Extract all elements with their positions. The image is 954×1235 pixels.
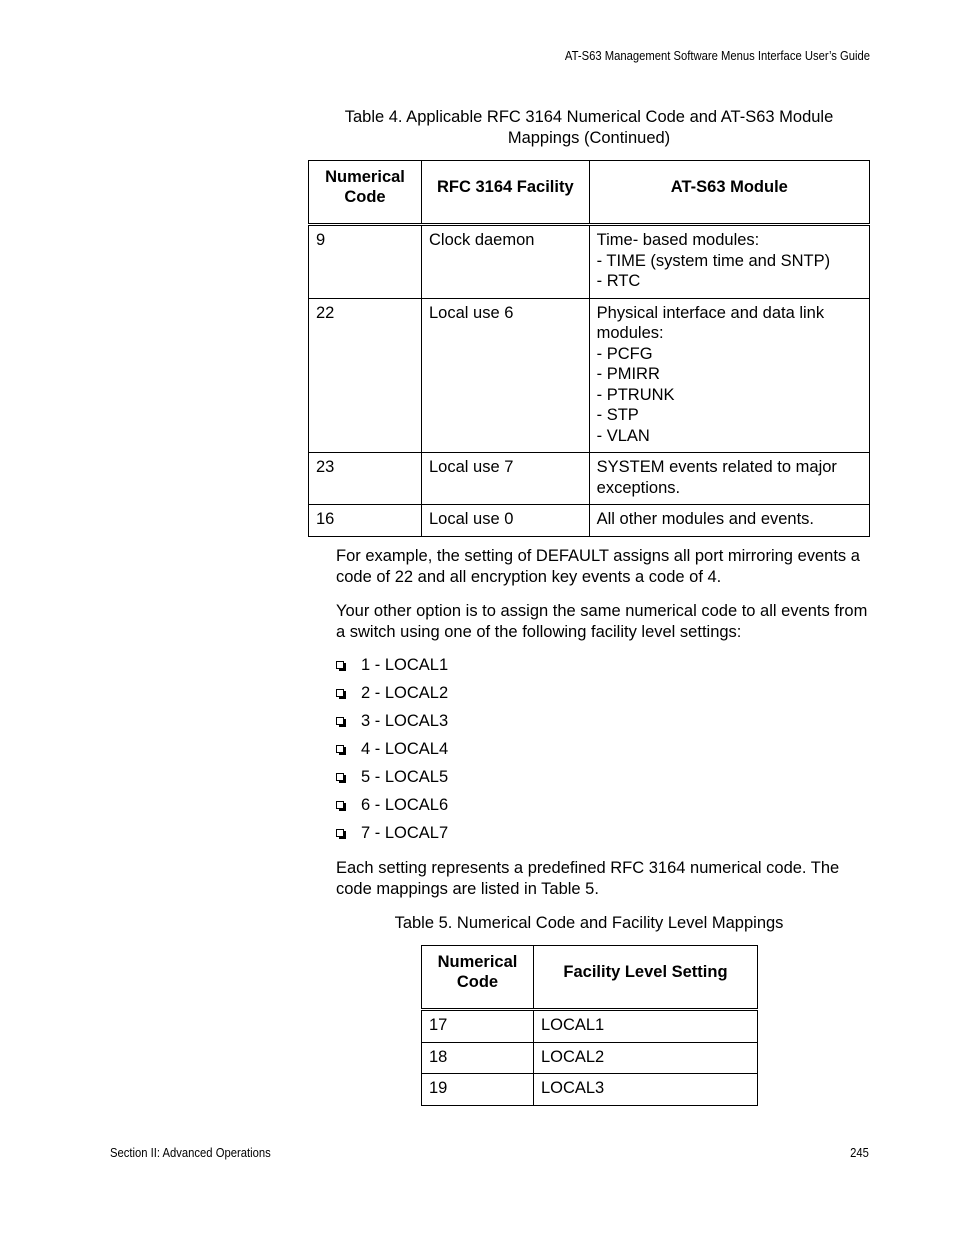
checkbox-bullet-icon bbox=[336, 829, 344, 837]
table4-module-line: - STP bbox=[596, 406, 639, 424]
table4-cell bbox=[421, 505, 589, 537]
table5-cell bbox=[422, 1074, 534, 1106]
table5-header-facility-level: Facility Level Setting bbox=[563, 963, 728, 981]
table5-code: 18 bbox=[429, 1047, 448, 1066]
table5-cell bbox=[422, 1010, 534, 1043]
table4-module-line: Time- based modules: bbox=[596, 231, 760, 249]
paragraph-other-option: Your other option is to assign the same numerical code to all events from a switch using one of the following facility level settings: bbox=[336, 602, 868, 641]
table4-module bbox=[590, 505, 869, 536]
list-item bbox=[336, 711, 448, 739]
list-item-label: 1 - LOCAL1 bbox=[361, 656, 449, 674]
table4-cell bbox=[309, 298, 422, 453]
table4-code: 16 bbox=[316, 510, 335, 528]
facility-level-list bbox=[336, 655, 448, 851]
table4-cell bbox=[421, 298, 589, 453]
table4-header-cell bbox=[589, 161, 869, 225]
table4-cell bbox=[309, 453, 422, 505]
table4-module-line: - PTRUNK bbox=[596, 385, 675, 404]
list-item bbox=[336, 823, 448, 851]
table5-caption: Table 5. Numerical Code and Facility Level Mappings bbox=[394, 914, 784, 932]
checkbox-bullet-icon bbox=[336, 801, 344, 809]
table4-header-cell bbox=[309, 161, 422, 225]
running-header: AT-S63 Management Software Menus Interface User’s Guide bbox=[564, 49, 870, 63]
table5-row bbox=[422, 1074, 758, 1106]
table4-module-line: - PMIRR bbox=[596, 365, 660, 383]
table5-cell bbox=[533, 1074, 757, 1106]
table5-cell bbox=[533, 1042, 757, 1074]
table4-header-facility: RFC 3164 Facility bbox=[436, 178, 574, 196]
table4-code: 23 bbox=[316, 458, 335, 476]
paragraph-each-setting: Each setting represents a predefined RFC 3164 numerical code. The code mappings are listed in Table 5. bbox=[336, 859, 840, 898]
table4-header-module: AT-S63 Module bbox=[670, 178, 788, 196]
table4-facility: Local use 0 bbox=[428, 510, 514, 528]
table4-header-numerical-code: Numerical Code bbox=[325, 168, 405, 206]
table4-module-line: - RTC bbox=[596, 272, 641, 290]
page-number: 245 bbox=[850, 1146, 869, 1160]
table4-row bbox=[309, 505, 870, 537]
table4-caption-line2: Mappings (Continued) bbox=[507, 129, 671, 147]
table4-facility: Local use 6 bbox=[428, 303, 514, 322]
table4-code: 9 bbox=[316, 231, 326, 249]
table4-caption-line1: Table 4. Applicable RFC 3164 Numerical Code and AT-S63 Module bbox=[344, 108, 834, 126]
table4-facility: Clock daemon bbox=[428, 231, 535, 249]
table4 bbox=[308, 160, 870, 537]
table4-module bbox=[590, 299, 869, 453]
table4-module-line: SYSTEM events related to major exceptions. bbox=[596, 458, 837, 497]
table4-header-row bbox=[309, 161, 870, 225]
table5-code: 19 bbox=[429, 1079, 448, 1097]
table4-facility: Local use 7 bbox=[428, 458, 514, 476]
table4-module-line: - PCFG bbox=[596, 344, 653, 363]
table4-cell bbox=[421, 453, 589, 505]
table5 bbox=[421, 945, 758, 1106]
list-item bbox=[336, 683, 448, 711]
table4-module-line: Physical interface and data link modules: bbox=[596, 303, 825, 342]
table4-module-line: All other modules and events. bbox=[596, 510, 815, 528]
list-item-label: 4 - LOCAL4 bbox=[361, 740, 449, 758]
list-item-label: 5 - LOCAL5 bbox=[361, 768, 449, 786]
table4-row bbox=[309, 298, 870, 453]
list-item bbox=[336, 795, 448, 823]
table4-row bbox=[309, 453, 870, 505]
table4-module-line: - TIME (system time and SNTP) bbox=[596, 251, 831, 270]
table5-header-row bbox=[422, 946, 758, 1010]
table5-setting: LOCAL3 bbox=[540, 1079, 605, 1097]
table5-header-cell bbox=[533, 946, 757, 1010]
list-item bbox=[336, 739, 448, 767]
table5-row bbox=[422, 1010, 758, 1043]
list-item bbox=[336, 655, 448, 683]
table4-cell bbox=[589, 298, 869, 453]
table5-header-numerical-code: Numerical Code bbox=[437, 953, 518, 991]
table4-cell bbox=[589, 453, 869, 505]
table4-cell bbox=[589, 225, 869, 299]
table5-cell bbox=[422, 1042, 534, 1074]
table4-module bbox=[590, 453, 869, 504]
checkbox-bullet-icon bbox=[336, 661, 344, 669]
table5-cell bbox=[533, 1010, 757, 1043]
list-item bbox=[336, 767, 448, 795]
table4-module-line: - VLAN bbox=[596, 426, 650, 445]
table5-header-cell bbox=[422, 946, 534, 1010]
table5-row bbox=[422, 1042, 758, 1074]
table4-code: 22 bbox=[316, 303, 335, 322]
checkbox-bullet-icon bbox=[336, 773, 344, 781]
checkbox-bullet-icon bbox=[336, 745, 344, 753]
list-item-label: 7 - LOCAL7 bbox=[361, 824, 449, 842]
table4-caption bbox=[308, 107, 870, 149]
table4-cell bbox=[309, 505, 422, 537]
table5-setting: LOCAL2 bbox=[540, 1047, 605, 1066]
table4-cell bbox=[421, 225, 589, 299]
list-item-label: 3 - LOCAL3 bbox=[361, 712, 449, 730]
list-item-label: 2 - LOCAL2 bbox=[361, 684, 449, 702]
checkbox-bullet-icon bbox=[336, 689, 344, 697]
table4-row bbox=[309, 225, 870, 299]
paragraph-default-example: For example, the setting of DEFAULT assigns all port mirroring events a code of 22 and all encryption key events a code of 4. bbox=[336, 547, 860, 586]
footer-section: Section II: Advanced Operations bbox=[110, 1146, 271, 1160]
table4-cell bbox=[589, 505, 869, 537]
table4-module bbox=[590, 226, 869, 298]
list-item-label: 6 - LOCAL6 bbox=[361, 796, 449, 814]
table5-setting: LOCAL1 bbox=[540, 1016, 605, 1034]
table5-code: 17 bbox=[429, 1016, 448, 1034]
checkbox-bullet-icon bbox=[336, 717, 344, 725]
table4-header-cell bbox=[421, 161, 589, 225]
table4-cell bbox=[309, 225, 422, 299]
